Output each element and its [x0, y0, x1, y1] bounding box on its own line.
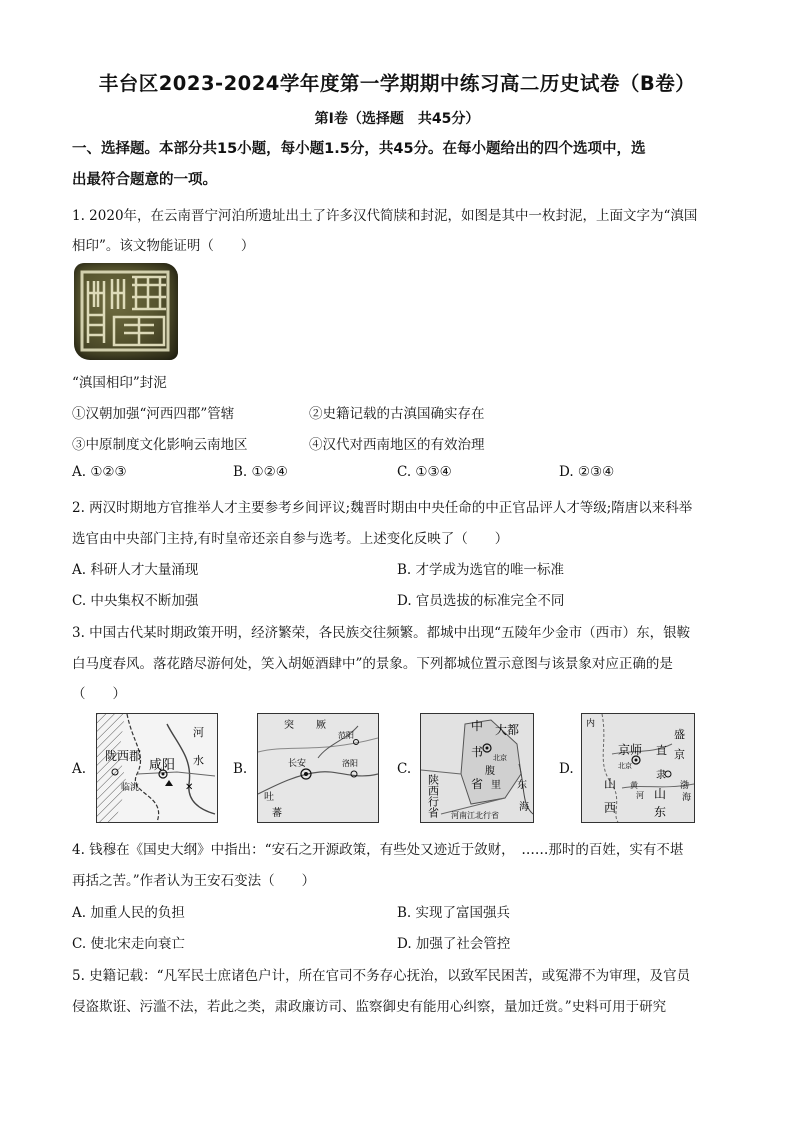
- map-d-label-xi: 西: [604, 801, 617, 815]
- q4-option-c[interactable]: C. 使北宋走向衰亡: [72, 936, 185, 952]
- q1-item-2: ②史籍记载的古滇国确实存在: [309, 406, 485, 422]
- map-d-label-nei: 内: [586, 719, 596, 729]
- q3-map-d[interactable]: [581, 713, 695, 823]
- q5-stem-line-1: 5. 史籍记载：“凡军民士庶诸色户计，所在官司不务存心抚治，以致军民困苦，或冤滞不为审理，及官员: [72, 968, 691, 984]
- q3-option-d-label[interactable]: D.: [559, 761, 574, 777]
- q3-stem-line-1: 3. 中国古代某时期政策开明，经济繁荣，各民族交往频繁。都城中出现“五陵年少金市（西市）东，银鞍: [72, 625, 691, 641]
- q1-option-c[interactable]: C. ①③④: [397, 464, 452, 480]
- map-c-label-dong: 东: [517, 780, 527, 791]
- map-d-label-dong: 东: [654, 805, 667, 819]
- map-c-label-hai: 海: [519, 802, 529, 813]
- map-d-label-sheng: 盛: [674, 728, 685, 741]
- q2-option-d[interactable]: D. 官员选拔的标准完全不同: [397, 593, 565, 609]
- q4-option-d[interactable]: D. 加强了社会管控: [397, 936, 511, 952]
- map-d-label-shan: 山: [604, 777, 617, 791]
- section-instruction-line-2: 出最符合题意的一项。: [72, 172, 217, 188]
- exam-title: 丰台区2023-2024学年度第一学期期中练习高二历史试卷（B卷）: [98, 72, 696, 95]
- map-c-label-sheng: 省: [471, 777, 484, 791]
- q2-option-a[interactable]: A. 科研人才大量涌现: [72, 562, 199, 578]
- q2-stem-line-1: 2. 两汉时期地方官推举人才主要参考乡间评议;魏晋时期由中央任命的中正官品评人才等级;隋唐以来科举: [72, 500, 693, 516]
- q4-option-a[interactable]: A. 加重人民的负担: [72, 905, 185, 921]
- q1-stem-line-1: 1. 2020年，在云南晋宁河泊所遗址出土了许多汉代简牍和封泥，如图是其中一枚封泥，上面文字为“滇国: [72, 208, 698, 224]
- map-d-label-bo: 渤: [680, 781, 690, 791]
- map-b-label-changan: 长安: [288, 759, 307, 769]
- map-d-label-huang: 黄: [630, 781, 638, 790]
- q3-option-c-label[interactable]: C.: [397, 761, 412, 777]
- q3-option-a-label[interactable]: A.: [72, 761, 87, 777]
- map-d-label-jing: 京: [674, 748, 685, 761]
- map-d-label-jingshi: 京师: [618, 743, 643, 757]
- q5-stem-line-2: 侵盗欺诳、污滥不法，若此之类，肃政廉访司、监察御史有能用心纠察，量加迁赏。”史料可用于研究: [72, 999, 667, 1015]
- map-a-label-he: 河: [193, 726, 204, 739]
- part-title: 第Ⅰ卷（选择题 共45分）: [314, 111, 480, 127]
- q3-stem-line-2: 白马度春风。落花踏尽游何处，笑入胡姬酒肆中”的景象。下列都城位置示意图与该景象对应正确的是: [72, 656, 673, 672]
- map-d-label-hai: 海: [682, 793, 692, 803]
- map-c-label-beijing: 北京: [493, 754, 507, 762]
- map-c-label-henan: 河南江北行省: [451, 811, 499, 820]
- map-b-drawing: [258, 714, 378, 822]
- map-d-label-li: 隶: [656, 770, 666, 781]
- map-d-label-beijing: 北京: [618, 762, 632, 770]
- map-c-label-zhong: 中: [471, 719, 484, 733]
- q1-option-d[interactable]: D. ②③④: [559, 464, 615, 480]
- map-b-label-tu: 突: [284, 720, 294, 731]
- q3-stem-line-3: （ ）: [72, 686, 126, 702]
- map-a-label-shui: 水: [193, 754, 204, 767]
- map-b-label-fanyang: 范阳: [338, 731, 354, 740]
- map-b-label-tu2: 吐: [264, 792, 274, 803]
- q1-item-3: ③中原制度文化影响云南地区: [72, 437, 248, 453]
- map-d-label-he: 河: [636, 791, 644, 800]
- q1-item-4: ④汉代对西南地区的有效治理: [309, 437, 485, 453]
- section-instruction-line-1: 一、选择题。本部分共15小题，每小题1.5分，共45分。在每小题给出的四个选项中，选: [72, 141, 646, 157]
- q1-stem-line-2: 相印”。该文物能证明（ ）: [72, 238, 255, 254]
- q4-stem-line-2: 再括之苦。”作者认为王安石变法（ ）: [72, 873, 316, 889]
- seal-clay-inscription: [74, 263, 178, 360]
- map-d-drawing: [582, 714, 694, 822]
- q2-option-b[interactable]: B. 才学成为选官的唯一标准: [397, 562, 565, 578]
- map-a-label-xianyang: 咸阳: [149, 758, 176, 773]
- map-a-drawing: [97, 714, 217, 822]
- map-d-label-shan2: 山: [654, 787, 667, 801]
- map-c-label-shaanxi: 陕西行省: [426, 774, 440, 818]
- svg-text:✕: ✕: [185, 782, 194, 793]
- q4-option-b[interactable]: B. 实现了富国强兵: [397, 905, 511, 921]
- q3-option-b-label[interactable]: B.: [233, 761, 248, 777]
- map-c-label-fu: 腹: [485, 766, 495, 777]
- q3-map-a[interactable]: [96, 713, 218, 823]
- map-b-label-luoyang: 洛阳: [342, 759, 358, 768]
- q1-item-1: ①汉朝加强“河西四郡”管辖: [72, 406, 235, 422]
- seal-clay-image: [74, 263, 178, 360]
- q4-stem-line-1: 4. 钱穆在《国史大纲》中指出：“安石之开源政策，有些处又迹近于敛财， ……那时的百姓，实有不堪: [72, 842, 684, 858]
- q3-map-c[interactable]: [420, 713, 534, 823]
- map-d-label-zhi: 直: [656, 744, 667, 757]
- q2-option-c[interactable]: C. 中央集权不断加强: [72, 593, 199, 609]
- q3-map-b[interactable]: [257, 713, 379, 823]
- map-a-label-lintao: 临洮: [121, 783, 140, 793]
- map-c-drawing: [421, 714, 533, 822]
- map-c-label-li: 里: [491, 780, 501, 791]
- map-b-label-fan: 蕃: [272, 808, 282, 819]
- q2-stem-line-2: 选官由中央部门主持,有时皇帝还亲自参与选考。上述变化反映了（ ）: [72, 531, 509, 547]
- q1-option-a[interactable]: A. ①②③: [72, 464, 127, 480]
- map-b-label-jue: 厥: [316, 720, 326, 731]
- map-c-label-dadu: 大都: [495, 723, 520, 737]
- q1-option-b[interactable]: B. ①②④: [233, 464, 288, 480]
- map-a-label-longxi: 陇西郡: [105, 749, 142, 763]
- map-c-label-shu: 书: [471, 745, 484, 759]
- seal-caption: “滇国相印”封泥: [72, 375, 167, 391]
